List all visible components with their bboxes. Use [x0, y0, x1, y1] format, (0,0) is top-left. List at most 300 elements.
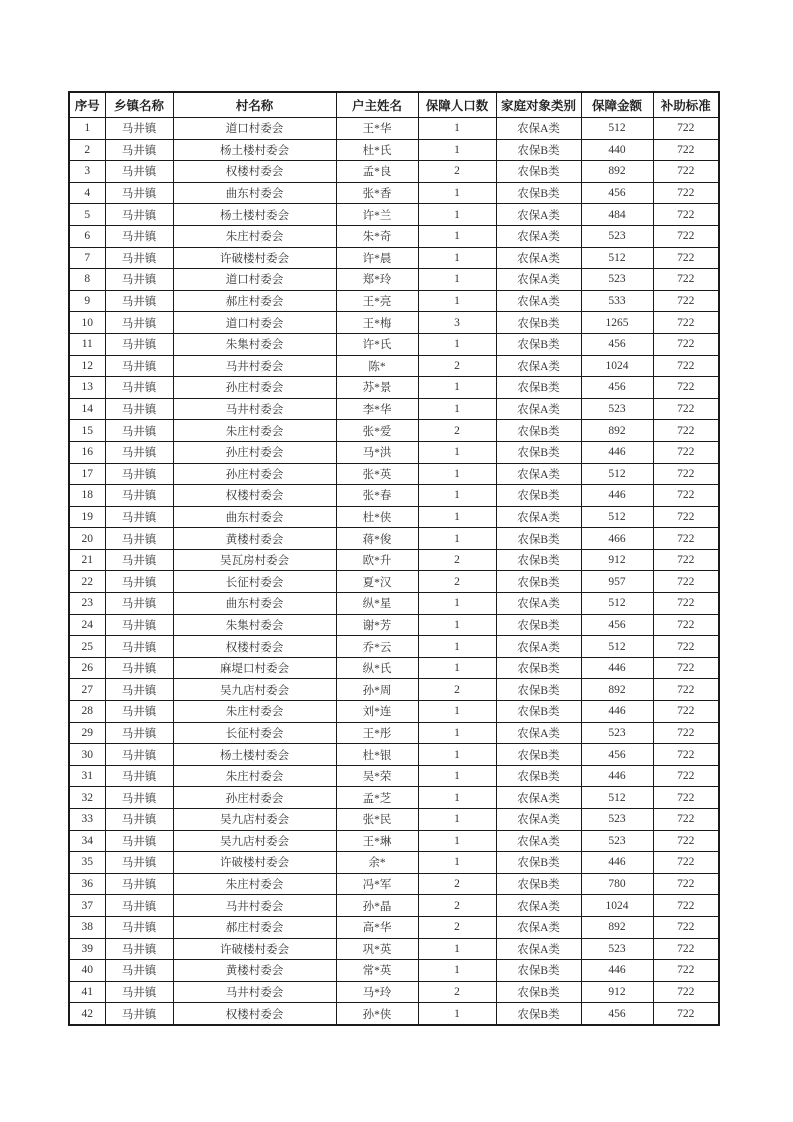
- table-cell: 农保B类: [496, 873, 581, 895]
- table-cell: 1: [418, 809, 496, 831]
- table-cell: 722: [653, 377, 719, 399]
- table-cell: 孙*周: [336, 679, 418, 701]
- table-cell: 高*华: [336, 916, 418, 938]
- table-cell: 道口村委会: [173, 312, 336, 334]
- table-cell: 722: [653, 225, 719, 247]
- table-cell: 朱集村委会: [173, 333, 336, 355]
- table-cell: 11: [69, 333, 105, 355]
- table-row: [69, 398, 719, 420]
- table-row: [69, 485, 719, 507]
- table-cell: 1: [418, 722, 496, 744]
- table-cell: 张*英: [336, 463, 418, 485]
- table-cell: 孙庄村委会: [173, 441, 336, 463]
- table-cell: 957: [581, 571, 653, 593]
- table-cell: 2: [418, 916, 496, 938]
- table-row: [69, 1003, 719, 1025]
- table-cell: 马井镇: [105, 938, 173, 960]
- table-cell: 892: [581, 420, 653, 442]
- table-cell: 722: [653, 593, 719, 615]
- table-cell: 农保B类: [496, 182, 581, 204]
- table-cell: 农保A类: [496, 290, 581, 312]
- table-header: [69, 92, 719, 118]
- table-cell: 456: [581, 377, 653, 399]
- table-cell: 722: [653, 290, 719, 312]
- table-cell: 1: [418, 463, 496, 485]
- table-cell: 吴九店村委会: [173, 679, 336, 701]
- table-cell: 马井村委会: [173, 398, 336, 420]
- table-cell: 农保B类: [496, 960, 581, 982]
- table-cell: 常*英: [336, 960, 418, 982]
- table-cell: 722: [653, 204, 719, 226]
- table-cell: 1: [418, 528, 496, 550]
- table-cell: 马井镇: [105, 377, 173, 399]
- table-cell: 6: [69, 225, 105, 247]
- table-cell: 9: [69, 290, 105, 312]
- table-cell: 许*晨: [336, 247, 418, 269]
- table-cell: 马井镇: [105, 441, 173, 463]
- table-cell: 农保B类: [496, 744, 581, 766]
- table-cell: 许破楼村委会: [173, 247, 336, 269]
- table-cell: 1: [418, 441, 496, 463]
- table-cell: 朱庄村委会: [173, 765, 336, 787]
- table-cell: 马井村委会: [173, 981, 336, 1003]
- column-header: 序号: [69, 92, 105, 118]
- table-cell: 马井镇: [105, 528, 173, 550]
- table-cell: 权楼村委会: [173, 1003, 336, 1025]
- table-cell: 马井镇: [105, 571, 173, 593]
- table-cell: 1: [418, 1003, 496, 1025]
- table-row: [69, 701, 719, 723]
- table-cell: 17: [69, 463, 105, 485]
- table-row: [69, 247, 719, 269]
- table-cell: 722: [653, 247, 719, 269]
- table-cell: 马井镇: [105, 722, 173, 744]
- table-cell: 李*华: [336, 398, 418, 420]
- table-cell: 马井镇: [105, 1003, 173, 1025]
- table-cell: 乔*云: [336, 636, 418, 658]
- table-cell: 912: [581, 981, 653, 1003]
- table-cell: 512: [581, 787, 653, 809]
- table-row: [69, 873, 719, 895]
- table-row: [69, 614, 719, 636]
- table-cell: 权楼村委会: [173, 636, 336, 658]
- table-cell: 722: [653, 355, 719, 377]
- table-cell: 刘*连: [336, 701, 418, 723]
- table-cell: 722: [653, 312, 719, 334]
- table-row: [69, 377, 719, 399]
- table-row: [69, 981, 719, 1003]
- table-cell: 农保A类: [496, 895, 581, 917]
- table-cell: 722: [653, 765, 719, 787]
- table-cell: 麻堤口村委会: [173, 657, 336, 679]
- table-cell: 孟*芝: [336, 787, 418, 809]
- table-cell: 1: [418, 593, 496, 615]
- table-cell: 张*香: [336, 182, 418, 204]
- table-cell: 1: [418, 852, 496, 874]
- table-cell: 农保A类: [496, 722, 581, 744]
- table-cell: 王*梅: [336, 312, 418, 334]
- table-cell: 马井镇: [105, 139, 173, 161]
- table-cell: 马井镇: [105, 744, 173, 766]
- table-row: [69, 182, 719, 204]
- table-cell: 孙庄村委会: [173, 787, 336, 809]
- table-row: [69, 830, 719, 852]
- table-cell: 1024: [581, 355, 653, 377]
- table-cell: 曲东村委会: [173, 182, 336, 204]
- table-cell: 农保A类: [496, 463, 581, 485]
- table-cell: 朱庄村委会: [173, 873, 336, 895]
- table-cell: 杨土楼村委会: [173, 204, 336, 226]
- table-cell: 512: [581, 463, 653, 485]
- table-row: [69, 290, 719, 312]
- table-cell: 马井镇: [105, 247, 173, 269]
- table-cell: 马井镇: [105, 809, 173, 831]
- table-cell: 33: [69, 809, 105, 831]
- table-row: [69, 463, 719, 485]
- table-cell: 马井镇: [105, 312, 173, 334]
- table-cell: 马井镇: [105, 269, 173, 291]
- table-cell: 农保B类: [496, 657, 581, 679]
- table-cell: 马井镇: [105, 960, 173, 982]
- table-cell: 2: [418, 549, 496, 571]
- table-row: [69, 938, 719, 960]
- table-cell: 722: [653, 938, 719, 960]
- table-cell: 1: [418, 830, 496, 852]
- table-cell: 1: [418, 398, 496, 420]
- table-cell: 农保B类: [496, 765, 581, 787]
- table-cell: 2: [69, 139, 105, 161]
- table-cell: 蒋*俊: [336, 528, 418, 550]
- table-cell: 王*彤: [336, 722, 418, 744]
- table-cell: 722: [653, 701, 719, 723]
- table-cell: 722: [653, 852, 719, 874]
- column-header: 村名称: [173, 92, 336, 118]
- table-cell: 张*春: [336, 485, 418, 507]
- table-row: [69, 204, 719, 226]
- table-cell: 26: [69, 657, 105, 679]
- table-cell: 2: [418, 161, 496, 183]
- table-row: [69, 333, 719, 355]
- table-cell: 冯*军: [336, 873, 418, 895]
- table-cell: 1: [418, 787, 496, 809]
- table-cell: 权楼村委会: [173, 161, 336, 183]
- table-cell: 466: [581, 528, 653, 550]
- table-cell: 杜*氏: [336, 139, 418, 161]
- table-cell: 马井镇: [105, 657, 173, 679]
- table-cell: 农保A类: [496, 118, 581, 140]
- table-row: [69, 355, 719, 377]
- table-cell: 523: [581, 938, 653, 960]
- table-cell: 440: [581, 139, 653, 161]
- column-header: 补助标准: [653, 92, 719, 118]
- table-cell: 25: [69, 636, 105, 658]
- table-cell: 郝庄村委会: [173, 916, 336, 938]
- table-row: [69, 722, 719, 744]
- table-cell: 722: [653, 809, 719, 831]
- table-cell: 黄楼村委会: [173, 528, 336, 550]
- table-cell: 456: [581, 614, 653, 636]
- table-cell: 1: [418, 290, 496, 312]
- table-cell: 722: [653, 1003, 719, 1025]
- table-cell: 19: [69, 506, 105, 528]
- table-cell: 马井镇: [105, 895, 173, 917]
- table-cell: 许破楼村委会: [173, 852, 336, 874]
- table-cell: 陈*: [336, 355, 418, 377]
- table-cell: 446: [581, 960, 653, 982]
- table-cell: 长征村委会: [173, 722, 336, 744]
- table-cell: 722: [653, 118, 719, 140]
- table-row: [69, 118, 719, 140]
- table-cell: 21: [69, 549, 105, 571]
- table-cell: 朱庄村委会: [173, 420, 336, 442]
- table-cell: 722: [653, 873, 719, 895]
- table-cell: 1: [418, 139, 496, 161]
- table-cell: 农保B类: [496, 441, 581, 463]
- table-cell: 722: [653, 571, 719, 593]
- table-row: [69, 441, 719, 463]
- table-row: [69, 636, 719, 658]
- table-cell: 28: [69, 701, 105, 723]
- table-cell: 446: [581, 485, 653, 507]
- table-cell: 1: [418, 960, 496, 982]
- table-cell: 孙庄村委会: [173, 463, 336, 485]
- table-cell: 马井镇: [105, 485, 173, 507]
- table-cell: 722: [653, 787, 719, 809]
- table-cell: 912: [581, 549, 653, 571]
- table-cell: 722: [653, 485, 719, 507]
- table-cell: 农保A类: [496, 506, 581, 528]
- table-cell: 农保A类: [496, 636, 581, 658]
- table-cell: 朱庄村委会: [173, 225, 336, 247]
- table-cell: 722: [653, 830, 719, 852]
- table-cell: 马井镇: [105, 614, 173, 636]
- table-cell: 道口村委会: [173, 269, 336, 291]
- table-cell: 722: [653, 722, 719, 744]
- table-cell: 朱*奇: [336, 225, 418, 247]
- table-cell: 27: [69, 679, 105, 701]
- table-cell: 30: [69, 744, 105, 766]
- table-cell: 王*华: [336, 118, 418, 140]
- table-cell: 722: [653, 420, 719, 442]
- table-cell: 722: [653, 333, 719, 355]
- table-cell: 张*民: [336, 809, 418, 831]
- table-cell: 农保B类: [496, 312, 581, 334]
- table-cell: 18: [69, 485, 105, 507]
- table-cell: 曲东村委会: [173, 506, 336, 528]
- table-cell: 道口村委会: [173, 118, 336, 140]
- table-cell: 722: [653, 161, 719, 183]
- table-cell: 1: [418, 204, 496, 226]
- table-cell: 2: [418, 981, 496, 1003]
- table-cell: 朱集村委会: [173, 614, 336, 636]
- table-cell: 446: [581, 441, 653, 463]
- table-cell: 马井镇: [105, 636, 173, 658]
- table-cell: 农保A类: [496, 204, 581, 226]
- table-cell: 孙*侠: [336, 1003, 418, 1025]
- table-cell: 42: [69, 1003, 105, 1025]
- table-cell: 马井镇: [105, 873, 173, 895]
- table-cell: 马井镇: [105, 118, 173, 140]
- table-cell: 1: [418, 506, 496, 528]
- table-cell: 1: [69, 118, 105, 140]
- table-body: [69, 118, 719, 1025]
- table-cell: 农保A类: [496, 593, 581, 615]
- table-cell: 马*玲: [336, 981, 418, 1003]
- table-cell: 456: [581, 744, 653, 766]
- table-cell: 722: [653, 614, 719, 636]
- table-cell: 1: [418, 701, 496, 723]
- table-cell: 农保B类: [496, 485, 581, 507]
- table-cell: 马井镇: [105, 765, 173, 787]
- table-header-row: [69, 92, 719, 118]
- table-cell: 马井镇: [105, 981, 173, 1003]
- table-row: [69, 528, 719, 550]
- table-cell: 纵*星: [336, 593, 418, 615]
- table-cell: 吴九店村委会: [173, 830, 336, 852]
- table-cell: 13: [69, 377, 105, 399]
- table-cell: 35: [69, 852, 105, 874]
- table-cell: 许*氏: [336, 333, 418, 355]
- table-cell: 杨土楼村委会: [173, 139, 336, 161]
- table-cell: 1: [418, 377, 496, 399]
- table-cell: 512: [581, 247, 653, 269]
- table-cell: 1: [418, 938, 496, 960]
- table-cell: 许*兰: [336, 204, 418, 226]
- table-cell: 34: [69, 830, 105, 852]
- table-cell: 722: [653, 549, 719, 571]
- table-cell: 32: [69, 787, 105, 809]
- table-cell: 1: [418, 485, 496, 507]
- table-cell: 农保B类: [496, 852, 581, 874]
- table-cell: 农保B类: [496, 701, 581, 723]
- table-row: [69, 225, 719, 247]
- table-cell: 农保B类: [496, 549, 581, 571]
- table-row: [69, 506, 719, 528]
- table-row: [69, 161, 719, 183]
- table-row: [69, 657, 719, 679]
- table-row: [69, 679, 719, 701]
- table-cell: 446: [581, 765, 653, 787]
- table-cell: 夏*汉: [336, 571, 418, 593]
- table-cell: 吴九店村委会: [173, 809, 336, 831]
- table-cell: 533: [581, 290, 653, 312]
- table-cell: 722: [653, 981, 719, 1003]
- table-cell: 马井镇: [105, 852, 173, 874]
- table-cell: 722: [653, 463, 719, 485]
- table-cell: 马井镇: [105, 290, 173, 312]
- benefits-table: [68, 91, 720, 1026]
- table-cell: 郑*玲: [336, 269, 418, 291]
- table-cell: 523: [581, 809, 653, 831]
- table-cell: 权楼村委会: [173, 485, 336, 507]
- table-cell: 10: [69, 312, 105, 334]
- table-cell: 22: [69, 571, 105, 593]
- table-cell: 446: [581, 701, 653, 723]
- table-cell: 农保B类: [496, 528, 581, 550]
- table-cell: 722: [653, 182, 719, 204]
- table-cell: 4: [69, 182, 105, 204]
- table-cell: 农保B类: [496, 377, 581, 399]
- table-row: [69, 916, 719, 938]
- table-cell: 曲东村委会: [173, 593, 336, 615]
- table-cell: 马井镇: [105, 787, 173, 809]
- table-cell: 马井镇: [105, 506, 173, 528]
- table-cell: 722: [653, 636, 719, 658]
- table-cell: 2: [418, 420, 496, 442]
- table-cell: 523: [581, 830, 653, 852]
- table-cell: 马井镇: [105, 333, 173, 355]
- table-cell: 892: [581, 679, 653, 701]
- table-row: [69, 139, 719, 161]
- table-cell: 512: [581, 506, 653, 528]
- table-cell: 马井镇: [105, 701, 173, 723]
- table-cell: 王*亮: [336, 290, 418, 312]
- table-row: [69, 765, 719, 787]
- table-cell: 1: [418, 765, 496, 787]
- table-cell: 14: [69, 398, 105, 420]
- table-cell: 3: [418, 312, 496, 334]
- table-cell: 722: [653, 679, 719, 701]
- table-cell: 456: [581, 333, 653, 355]
- table-cell: 523: [581, 398, 653, 420]
- table-cell: 纵*氏: [336, 657, 418, 679]
- table-cell: 446: [581, 657, 653, 679]
- table-cell: 马井村委会: [173, 355, 336, 377]
- table-cell: 农保A类: [496, 938, 581, 960]
- table-cell: 2: [418, 355, 496, 377]
- table-cell: 农保A类: [496, 269, 581, 291]
- table-cell: 杨土楼村委会: [173, 744, 336, 766]
- table-cell: 农保B类: [496, 420, 581, 442]
- table-cell: 16: [69, 441, 105, 463]
- table-row: [69, 744, 719, 766]
- table-cell: 780: [581, 873, 653, 895]
- table-cell: 农保B类: [496, 571, 581, 593]
- table-cell: 余*: [336, 852, 418, 874]
- table-cell: 苏*景: [336, 377, 418, 399]
- table-cell: 484: [581, 204, 653, 226]
- table-cell: 马井镇: [105, 830, 173, 852]
- table-cell: 马井镇: [105, 161, 173, 183]
- table-cell: 446: [581, 852, 653, 874]
- table-cell: 1: [418, 225, 496, 247]
- table-row: [69, 787, 719, 809]
- table-cell: 农保B类: [496, 614, 581, 636]
- column-header: 家庭对象类别: [496, 92, 581, 118]
- table-row: [69, 312, 719, 334]
- table-cell: 3: [69, 161, 105, 183]
- table-cell: 2: [418, 571, 496, 593]
- table-cell: 722: [653, 139, 719, 161]
- table-cell: 长征村委会: [173, 571, 336, 593]
- table-cell: 欧*升: [336, 549, 418, 571]
- table-cell: 1: [418, 269, 496, 291]
- table-cell: 马*洪: [336, 441, 418, 463]
- table-cell: 郝庄村委会: [173, 290, 336, 312]
- table-cell: 892: [581, 916, 653, 938]
- table-cell: 吴瓦房村委会: [173, 549, 336, 571]
- table-cell: 40: [69, 960, 105, 982]
- table-cell: 722: [653, 441, 719, 463]
- table-cell: 1: [418, 118, 496, 140]
- table-cell: 农保A类: [496, 787, 581, 809]
- table-cell: 1: [418, 614, 496, 636]
- table-cell: 1265: [581, 312, 653, 334]
- table-cell: 黄楼村委会: [173, 960, 336, 982]
- table-cell: 孟*良: [336, 161, 418, 183]
- table-cell: 722: [653, 895, 719, 917]
- table-cell: 1: [418, 636, 496, 658]
